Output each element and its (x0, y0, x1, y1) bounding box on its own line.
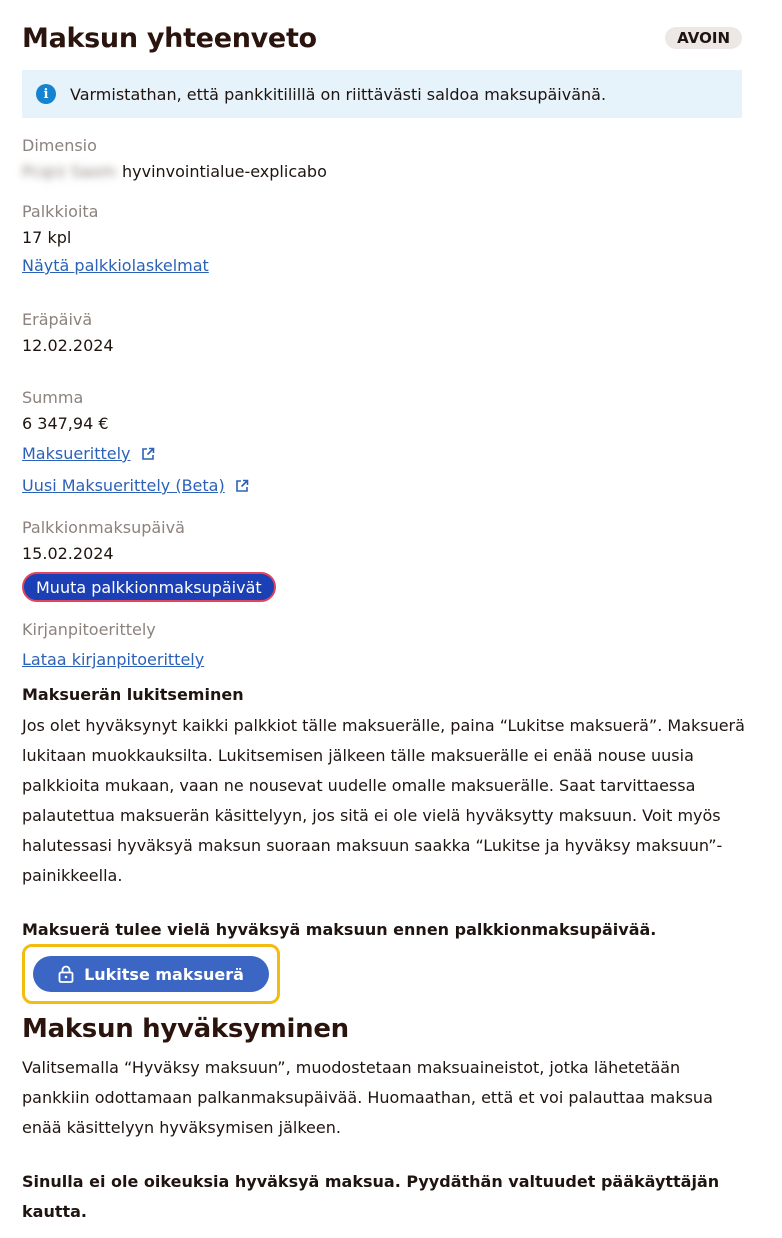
title-row (22, 18, 742, 58)
page-title: Maksun yhteenveto (22, 22, 317, 54)
lock-button-focus-ring (22, 944, 280, 1004)
payment-date-label: Palkkionmaksupäivä (22, 518, 185, 537)
status-badge: AVOIN (665, 27, 742, 49)
change-payment-dates-button[interactable]: Muuta palkkionmaksupäivät (22, 572, 276, 602)
sum-label: Summa (22, 388, 84, 407)
locking-description: Jos olet hyväksynyt kaikki palkkiot tälle maksuerälle, paina “Lukitse maksuerä”. Maksuerä lukitaan muokkauksilta. Lukitsemisen jälkeen tälle maksuerälle ei enää nouse uusia palkkioita mukaan, vaan ne nousevat uudelle omalle maksuerälle. Saat tarvittaessa palautettua maksuerän käsittelyyn, jos sitä ei ole vielä hyväksytty maksuun. Voit myös halutessasi hyväksyä maksun suoraan maksuun saakka “Lukitse ja hyväksy maksuun”-painikkeella. (22, 716, 745, 885)
info-icon: i (36, 84, 56, 104)
approval-description: Valitsemalla “Hyväksy maksuun”, muodostetaan maksuaineistot, jotka lähetetään pankkiin odottamaan palkanmaksupäivää. Huomaathan, että et voi palauttaa maksua enää käsittelyyn hyväksymisen jälkeen. (22, 1058, 713, 1137)
info-banner-text: Varmistathan, että pankkitilillä on riittävästi saldoa maksupäivänä. (70, 84, 607, 104)
payment-breakdown-link[interactable] (22, 444, 155, 463)
external-link-icon (235, 479, 249, 493)
show-reward-calculations-link[interactable]: Näytä palkkiolaskelmat (22, 256, 209, 275)
lock-icon (58, 965, 74, 983)
lock-batch-button-label: Lukitse maksuerä (84, 964, 244, 984)
dimension-label: Dimensio (22, 136, 97, 155)
dimension-blurred-prefix: Pcqrz Saom (22, 162, 116, 181)
lock-batch-button[interactable] (33, 956, 269, 992)
new-payment-breakdown-link[interactable] (22, 476, 249, 495)
approval-required-notice: Maksuerä tulee vielä hyväksyä maksuun ennen palkkionmaksupäivää. (22, 920, 657, 939)
rewards-value: 17 kpl (22, 228, 72, 247)
dimension-value: hyvinvointialue-explicabo (122, 162, 327, 181)
download-accounting-breakdown-link[interactable]: Lataa kirjanpitoerittely (22, 650, 205, 669)
info-banner (22, 70, 742, 118)
no-rights-notice: Sinulla ei ole oikeuksia hyväksyä maksua. Pyydäthän valtuudet pääkäyttäjän kautta. (22, 1172, 720, 1221)
payment-date-value: 15.02.2024 (22, 544, 114, 563)
new-payment-breakdown-link-label: Uusi Maksuerittely (Beta) (22, 476, 225, 495)
rewards-label: Palkkioita (22, 202, 99, 221)
accounting-label: Kirjanpitoerittely (22, 620, 156, 639)
due-date-value: 12.02.2024 (22, 336, 114, 355)
payment-breakdown-link-label: Maksuerittely (22, 444, 131, 463)
dimension-value-row (22, 162, 327, 181)
due-date-label: Eräpäivä (22, 310, 93, 329)
external-link-icon (141, 447, 155, 461)
sum-value: 6 347,94 € (22, 414, 109, 433)
locking-heading: Maksuerän lukitseminen (22, 685, 244, 704)
approval-heading: Maksun hyväksyminen (22, 1014, 349, 1044)
